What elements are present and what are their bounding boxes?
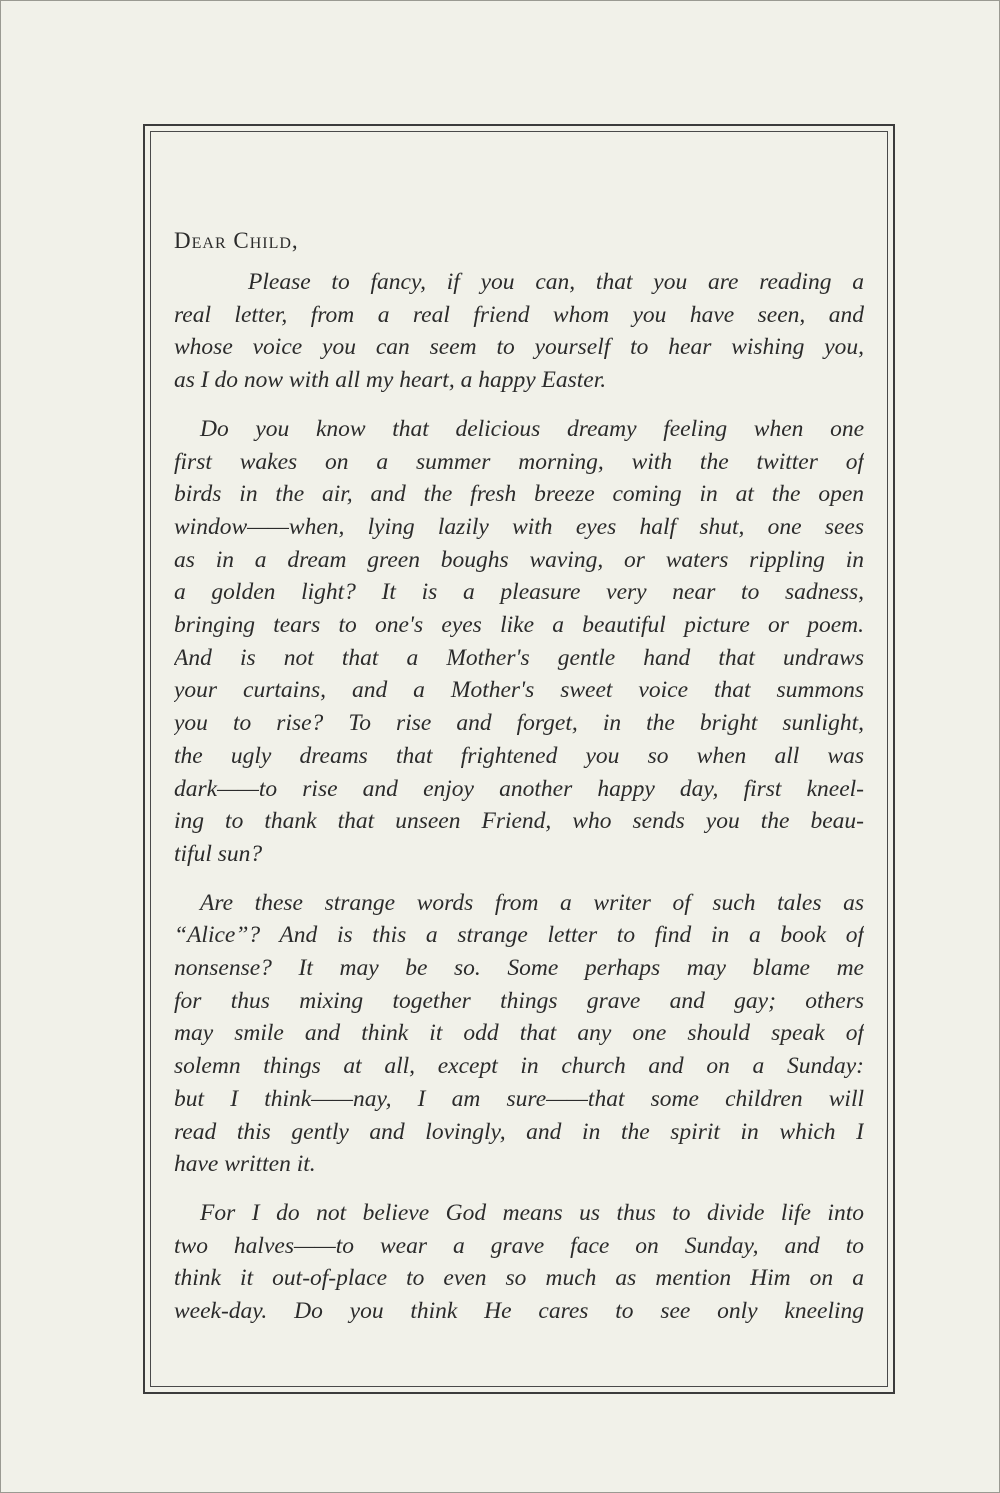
text-line: birds in the air, and the fresh breeze coming in at the open xyxy=(174,481,864,508)
text-line: For I do not believe God means us thus to divide life into xyxy=(200,1199,864,1226)
text-line: for thus mixing together things grave and gay; others xyxy=(174,987,864,1014)
text-line: Are these strange words from a writer of such tales as xyxy=(200,889,864,916)
letter-body xyxy=(174,224,864,1328)
text-line: the ugly dreams that frightened you so when all was xyxy=(174,742,864,769)
text-line: think it out-of-place to even so much as mention Him on a xyxy=(174,1265,864,1292)
paragraph xyxy=(174,887,864,1181)
paragraph xyxy=(174,1197,864,1328)
text-line: nonsense? It may be so. Some perhaps may blame me xyxy=(174,955,864,982)
text-line: you to rise? To rise and forget, in the bright sunlight, xyxy=(174,710,864,737)
text-line: Do you know that delicious dreamy feeling when one xyxy=(200,415,864,442)
salutation: Dear Child, xyxy=(174,228,299,253)
text-line: ing to thank that unseen Friend, who sends you the beau- xyxy=(174,808,864,835)
text-line: as in a dream green boughs waving, or waters rippling in xyxy=(174,546,864,573)
text-line: week-day. Do you think He cares to see only kneeling xyxy=(174,1298,864,1325)
text-line: read this gently and lovingly, and in the spirit in which I xyxy=(174,1118,864,1145)
paragraph xyxy=(174,266,864,397)
text-line: your curtains, and a Mother's sweet voice that summons xyxy=(174,677,864,704)
paragraph xyxy=(174,413,864,871)
text-line: window——when, lying lazily with eyes half shut, one sees xyxy=(174,513,864,540)
text-line: And is not that a Mother's gentle hand that undraws xyxy=(174,644,864,671)
text-line: first wakes on a summer morning, with the twitter of xyxy=(174,448,864,475)
text-line: may smile and think it odd that any one should speak of xyxy=(174,1020,864,1047)
text-line: two halves——to wear a grave face on Sunday, and to xyxy=(174,1232,864,1259)
text-line: tiful sun? xyxy=(174,840,263,867)
text-line: real letter, from a real friend whom you have seen, and xyxy=(174,301,864,328)
text-line: have written it. xyxy=(174,1151,316,1178)
text-line: whose voice you can seem to yourself to hear wishing you, xyxy=(174,334,864,361)
text-line: a golden light? It is a pleasure very near to sadness, xyxy=(174,579,864,606)
text-line: bringing tears to one's eyes like a beautiful picture or poem. xyxy=(174,612,864,639)
text-line: “Alice”? And is this a strange letter to find in a book of xyxy=(174,922,864,949)
text-line: dark——to rise and enjoy another happy day, first kneel- xyxy=(174,775,864,802)
text-line: as I do now with all my heart, a happy Easter. xyxy=(174,367,607,394)
text-line: Please to fancy, if you can, that you are reading a xyxy=(248,269,864,295)
text-line: solemn things at all, except in church and on a Sunday: xyxy=(174,1053,864,1080)
text-line: but I think——nay, I am sure——that some children will xyxy=(174,1085,864,1112)
